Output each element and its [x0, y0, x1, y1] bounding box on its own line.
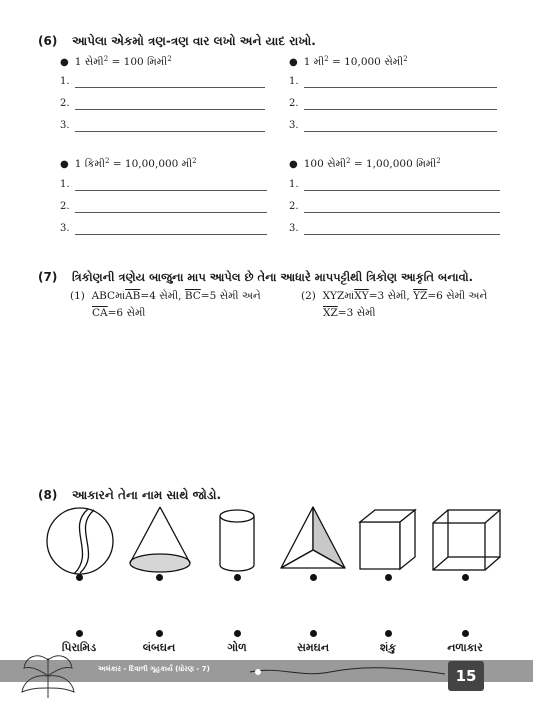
- shape-name-label: લંબઘન: [142, 641, 176, 654]
- bullet-icon: ●: [60, 57, 69, 68]
- answer-line[interactable]: 2.: [289, 201, 500, 215]
- footer-swirl-icon: [250, 664, 445, 680]
- unit-equation-4: ● 100 સેમી$^2$ = 1,00,000 મિમી$^2$: [289, 157, 441, 170]
- shape-dot[interactable]: [310, 574, 317, 581]
- answer-line[interactable]: 3.: [289, 223, 500, 237]
- answer-line[interactable]: 3.: [60, 223, 267, 237]
- page-number: 15: [448, 661, 484, 691]
- q8-instruction: આકારને તેના નામ સાથે જોડો.: [72, 488, 222, 502]
- shape-name-label: નળાકાર: [447, 641, 483, 654]
- unit-equation-2: ● 1 મી$^2$ = 10,000 સેમી$^2$: [289, 55, 408, 68]
- shape-dot[interactable]: [76, 574, 83, 581]
- cone-shape: [130, 507, 190, 572]
- shape-name-label: ગોળ: [227, 641, 247, 654]
- leaf-logo-icon: [18, 648, 78, 700]
- shape-name-label: સમઘન: [296, 641, 330, 654]
- q7-part-1: (1) $ABCમાં\overline{AB}=4$ સેમી, $\overline{BC}=5$ સેમી અને $\overline{CA}=6$ સેમી: [70, 290, 261, 319]
- shape-dot[interactable]: [156, 574, 163, 581]
- name-dot[interactable]: [156, 630, 163, 637]
- answer-line[interactable]: 1.: [289, 76, 497, 90]
- name-dot[interactable]: [385, 630, 392, 637]
- bullet-icon: ●: [289, 57, 298, 68]
- name-dot[interactable]: [462, 630, 469, 637]
- q6-instruction: આપેલા એકમો ત્રણ-ત્રણ વાર લખો અને યાદ રાખો.: [72, 34, 316, 48]
- q6-number: (6): [38, 34, 58, 48]
- bullet-icon: ●: [60, 159, 69, 170]
- q7-part-2: (2) $XYZમાં\overline{XY}=3$ સેમી, $\overline{YZ}=6$ સેમી અને $\overline{XZ}=3$ સેમી: [301, 290, 488, 319]
- name-dot[interactable]: [234, 630, 241, 637]
- answer-line[interactable]: 2.: [60, 201, 267, 215]
- shape-dot[interactable]: [234, 574, 241, 581]
- name-dot[interactable]: [310, 630, 317, 637]
- bullet-icon: ●: [289, 159, 298, 170]
- unit-equation-3: ● 1 કિમી$^2$ = 10,00,000 મી$^2$: [60, 157, 197, 170]
- footer-text: અલંકાર - દિવાળી ગૃહકાર્ય (ધોરણ - 7): [98, 665, 210, 673]
- cuboid-shape: [433, 510, 500, 570]
- shape-dot[interactable]: [385, 574, 392, 581]
- answer-line[interactable]: 1.: [60, 76, 265, 90]
- answer-line[interactable]: 3.: [60, 120, 265, 134]
- sphere-shape: [47, 508, 113, 574]
- shape-dot[interactable]: [462, 574, 469, 581]
- q7-number: (7): [38, 270, 58, 284]
- q7-instruction: ત્રિકોણની ત્રણેય બાજુના માપ આપેલ છે તેના આધારે માપપટ્ટીથી ત્રિકોણ આકૃતિ બનાવો.: [72, 270, 473, 284]
- answer-line[interactable]: 1.: [60, 179, 267, 193]
- answer-line[interactable]: 3.: [289, 120, 497, 134]
- pyramid-shape: [281, 507, 345, 568]
- shape-name-label: પિરામિડ: [61, 641, 97, 654]
- cylinder-shape: [220, 510, 254, 571]
- name-dot[interactable]: [76, 630, 83, 637]
- q8-number: (8): [38, 488, 58, 502]
- shapes-row: [0, 500, 533, 580]
- shape-name-label: શંકુ: [379, 641, 397, 654]
- unit-equation-1: ● 1 સેમી$^2$ = 100 મિમી$^2$: [60, 55, 172, 68]
- answer-line[interactable]: 2.: [60, 98, 265, 112]
- answer-line[interactable]: 1.: [289, 179, 500, 193]
- answer-line[interactable]: 2.: [289, 98, 497, 112]
- cube-shape: [360, 510, 415, 569]
